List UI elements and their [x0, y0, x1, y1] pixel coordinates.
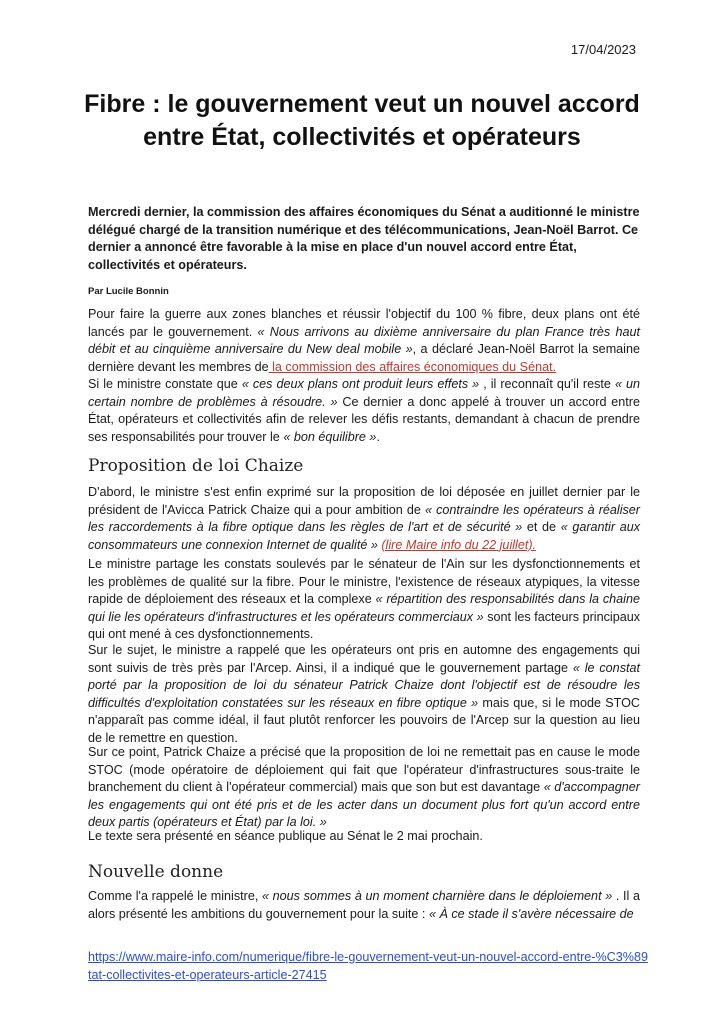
- maire-info-link[interactable]: (lire Maire info du 22 juillet).: [381, 537, 537, 552]
- section-heading-nouvelle-donne: Nouvelle donne: [88, 862, 224, 882]
- article-title: Fibre : le gouvernement veut un nouvel accord entre État, collectivités et opérateurs: [84, 90, 640, 151]
- article-lead: Mercredi dernier, la commission des affaires économiques du Sénat a auditionné le ministre délégué chargé de la transition numérique et des télécommunications, Jean-Noël Barrot. Ce dernier a annoncé être favorable à la mise en place d'un nouvel accord entre État, collectivités et opérateurs.: [88, 205, 640, 272]
- paragraph-4: Le ministre partage les constats soulevés par le sénateur de l'Ain sur les dysfonctionnements et les problèmes de qualité sur la fibre. Pour le ministre, l'existence de réseaux atypiques, la vitesse rapide de déploiement des réseaux et la complexe « répartition des responsabilités dans la chaine qui lie les opérateurs d'infrastructures et les opérateurs commerciaux » sont les facteurs principaux qui ont mené à ces dysfonctionnements.: [88, 557, 641, 641]
- paragraph-8: Comme l'a rappelé le ministre, « nous sommes à un moment charnière dans le déploiement » . Il a alors présenté les ambitions du gouvernement pour la suite : « À ce stade il s'avère nécessaire de: [88, 889, 641, 921]
- paragraph-5: Sur le sujet, le ministre a rappelé que les opérateurs ont pris en automne des engagements qui sont suivis de très près par l'Arcep. Ainsi, il a indiqué que le gouvernement partage « le constat porté par la proposition de loi du sénateur Patrick Chaize dont l'objectif est de résoudre les difficultés d'exploitation constatées sur les réseaux en fibre optique » mais que, si le mode STOC n'apparaît pas comme idéal, il faut plutôt renforcer les pouvoirs de l'Arcep sur la question au lieu de le remettre en question.: [88, 643, 641, 745]
- senate-commission-link[interactable]: la commission des affaires économiques du Sénat.: [268, 359, 557, 374]
- paragraph-7: Le texte sera présenté en séance publique au Sénat le 2 mai prochain.: [88, 829, 483, 843]
- paragraph-6: Sur ce point, Patrick Chaize a précisé que la proposition de loi ne remettait pas en cause le mode STOC (mode opératoire de déploiement qui fait que l'opérateur d'infrastructures sous-traite le branchement du client à l'opérateur commercial) mais que son but est davantage « d'accompagner les engagements qui ont été pris et de les acter dans un document plus fort qu'un accord entre deux partis (opérateurs et État) par la loi. »: [88, 745, 640, 829]
- article-byline: Par Lucile Bonnin: [88, 286, 169, 297]
- paragraph-3: D'abord, le ministre s'est enfin exprimé sur la proposition de loi déposée en juillet dernier par le président de l'Avicca Patrick Chaize qui a pour ambition de « contraindre les opérateurs à réaliser les raccordements à la fibre optique dans les règles de l'art et de sécurité » et de « garantir aux consommateurs une connexion Internet de qualité » (lire Maire info du 22 juillet).: [88, 485, 640, 552]
- paragraph-2: Si le ministre constate que « ces deux plans ont produit leurs effets » , il reconnaît qu'il reste « un certain nombre de problèmes à résoudre. » Ce dernier a donc appelé à trouver un accord entre État, opérateurs et collectivités afin de relever les défis restants, demandant à chacun de prendre ses responsabilités pour trouver le « bon équilibre ».: [88, 377, 641, 444]
- source-url-link[interactable]: https://www.maire-info.com/numerique/fibre-le-gouvernement-veut-un-nouvel-accord-entre-%C3%89tat-collectivites-et-operateurs-article-27415: [88, 950, 648, 982]
- paragraph-1: Pour faire la guerre aux zones blanches et réussir l'objectif du 100 % fibre, deux plans ont été lancés par le gouvernement. « Nous arrivons au dixième anniversaire du plan France très haut débit et au cinquième anniversaire du New deal mobile », a déclaré Jean-Noël Barrot la semaine dernière devant les membres de la commission des affaires économiques du Sénat.: [88, 307, 640, 374]
- section-heading-chaize: Proposition de loi Chaize: [88, 456, 304, 476]
- document-date: 17/04/2023: [570, 42, 636, 57]
